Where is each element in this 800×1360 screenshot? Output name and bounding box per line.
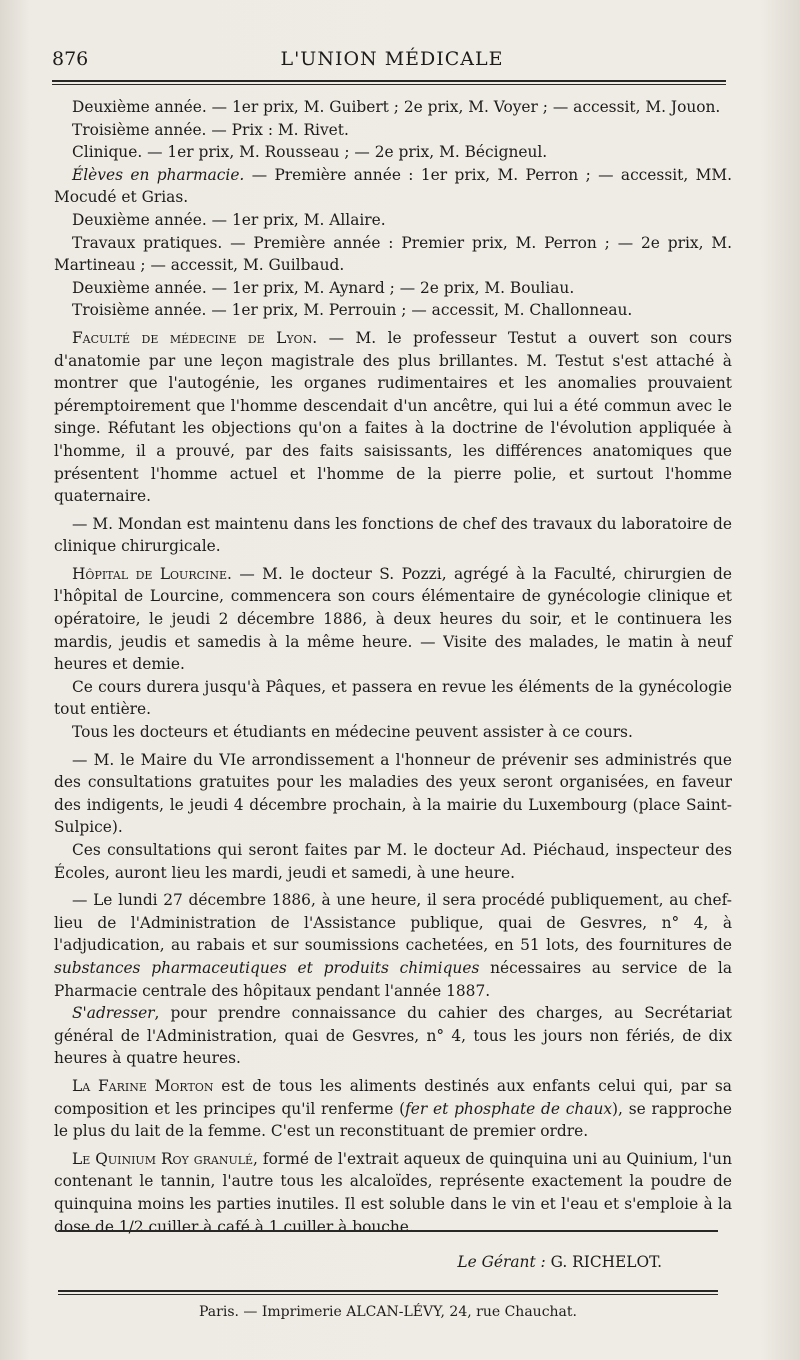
paragraph: [54, 1148, 732, 1238]
paragraph-text: ), se rapproche le plus du lait de la femme. C'est un reconstituant de premier ordre.: [54, 1099, 732, 1141]
paragraph: — M. le Maire du VIe arrondissement a l'honneur de prévenir ses administrés que des consultations gratuites pour les maladies des yeux seront organisées, en faveur des indigents, le jeudi 4 décembre prochain, à la mairie du Luxembourg (place Saint-Sulpice).: [54, 750, 732, 837]
paragraph-text: , pour prendre connaissance du cahier des charges, au Secrétariat général de l'Administration, quai de Gesvres, n° 4, tous les jours non fériés, de dix heures à quatre heures.: [54, 1004, 732, 1068]
footer-rule-thick: [58, 1290, 718, 1292]
section-heading: La Farine Morton: [72, 1076, 214, 1095]
section-heading: Le Quinium Roy granulé,: [72, 1149, 258, 1168]
paragraph: Deuxième année. — 1er prix, M. Aynard ; — 2e prix, M. Bouliau.: [72, 278, 575, 297]
paragraph: [54, 327, 732, 508]
paragraph: Clinique. — 1er prix, M. Rousseau ; — 2e prix, M. Bécigneul.: [72, 143, 548, 162]
footer-rule-thin: [58, 1294, 718, 1295]
paragraph: [54, 1075, 732, 1143]
paragraph: [54, 164, 732, 209]
italic-text: S'adresser: [72, 1004, 155, 1023]
paragraph: Troisième année. — 1er prix, M. Perrouin ; — accessit, M. Challonneau.: [72, 301, 633, 320]
paragraph: [54, 1002, 732, 1070]
paragraph: Ces consultations qui seront faites par M. le docteur Ad. Piéchaud, inspecteur des Écoles, auront lieu les mardi, jeudi et samedi, à une heure.: [54, 841, 732, 882]
gerant-signature: [58, 1253, 662, 1271]
body-text: [54, 96, 732, 1238]
footer-rule: [58, 1230, 718, 1232]
paragraph: Tous les docteurs et étudiants en médecine peuvent assister à ce cours.: [72, 723, 633, 742]
page-header: [52, 48, 732, 74]
paragraph: [54, 889, 732, 1002]
paragraph-text: formé de l'extrait aqueux de quinquina uni au Quinium, l'un contenant le tannin, l'autre tous les alcaloïdes, représente exactement la poudre de quinquina moins les parties inutiles. Il est soluble dans le vin et l'eau et s'emploie à la dose de 1/2 cuiller à café à 1 cuiller à bouche.: [54, 1149, 732, 1236]
paragraph: — M. Mondan est maintenu dans les fonctions de chef des travaux du laboratoire de clinique chirurgicale.: [54, 514, 732, 556]
paragraph-text: — M. le docteur S. Pozzi, agrégé à la Faculté, chirurgien de l'hôpital de Lourcine, commencera son cours élémentaire de gynécologie clinique et opératoire, le jeudi 2 décembre 1886, à deux heures du soir, et le continuera les mardis, jeudis et samedis à la même heure. — Visite des malades, le matin à neuf heures et demie.: [54, 564, 732, 674]
section-heading: Hôpital de Lourcine.: [72, 564, 232, 583]
paragraph: Deuxième année. — 1er prix, M. Allaire.: [72, 210, 386, 229]
page-number: 876: [52, 48, 89, 70]
italic-heading: Élèves en pharmacie.: [72, 165, 245, 184]
paragraph: Ce cours durera jusqu'à Pâques, et passera en revue les éléments de la gynécologie tout entière.: [54, 677, 732, 719]
header-rule-thin: [52, 84, 726, 85]
paragraph: [54, 563, 732, 676]
printer-imprint: Paris. — Imprimerie ALCAN-LÉVY, 24, rue Chauchat.: [199, 1304, 577, 1320]
paragraph: Deuxième année. — 1er prix, M. Guibert ; 2e prix, M. Voyer ; — accessit, M. Jouon.: [72, 98, 721, 116]
paragraph: Troisième année. — Prix : M. Rivet.: [72, 120, 349, 139]
paragraph: Travaux pratiques. — Première année : Premier prix, M. Perron ; — 2e prix, M. Martineau ; — accessit, M. Guilbaud.: [54, 233, 732, 275]
paragraph-text: nécessaires au service de la Pharmacie centrale des hôpitaux pendant l'année 1887.: [54, 958, 732, 1000]
italic-text: substances pharmaceutiques et produits chimiques: [54, 958, 480, 977]
gerant-name: G. RICHELOT.: [545, 1253, 662, 1271]
italic-text: fer et phosphate de chaux: [405, 1099, 613, 1118]
paragraph-text: — Première année : 1er prix, M. Perron ; — accessit, MM. Mocudé et Grias.: [54, 165, 732, 207]
section-heading: Faculté de médecine de Lyon.: [72, 328, 318, 347]
paragraph-text: est de tous les aliments destinés aux enfants celui qui, par sa composition et les principes qu'il renferme (: [54, 1076, 732, 1118]
paragraph-text: — Le lundi 27 décembre 1886, à une heure, il sera procédé publiquement, au chef-lieu de l'Administration de l'Assistance publique, quai de Gesvres, n° 4, à l'adjudication, au rabais et sur soumissions cachetées, en 51 lots, des fournitures de: [54, 891, 732, 955]
header-rule: [52, 80, 726, 82]
paragraph-text: — M. le professeur Testut a ouvert son cours d'anatomie par une leçon magistrale des plus brillantes. M. Testut s'est attaché à montrer que l'autogénie, les organes rudimentaires et les anomalies prouvaient péremptoirement que l'homme descendait d'un ancêtre, qui lui a été commun avec le singe. Réfutant les objections qu'on a faites à la doctrine de l'évolution appliquée à l'homme, il a prouvé, par des faits saisissants, les différences anatomiques que présentent l'homme actuel et l'homme de la pierre polie, et surtout l'homme quaternaire.: [54, 328, 732, 506]
running-title: L'UNION MÉDICALE: [280, 48, 504, 70]
gerant-label: Le Gérant :: [457, 1253, 546, 1271]
